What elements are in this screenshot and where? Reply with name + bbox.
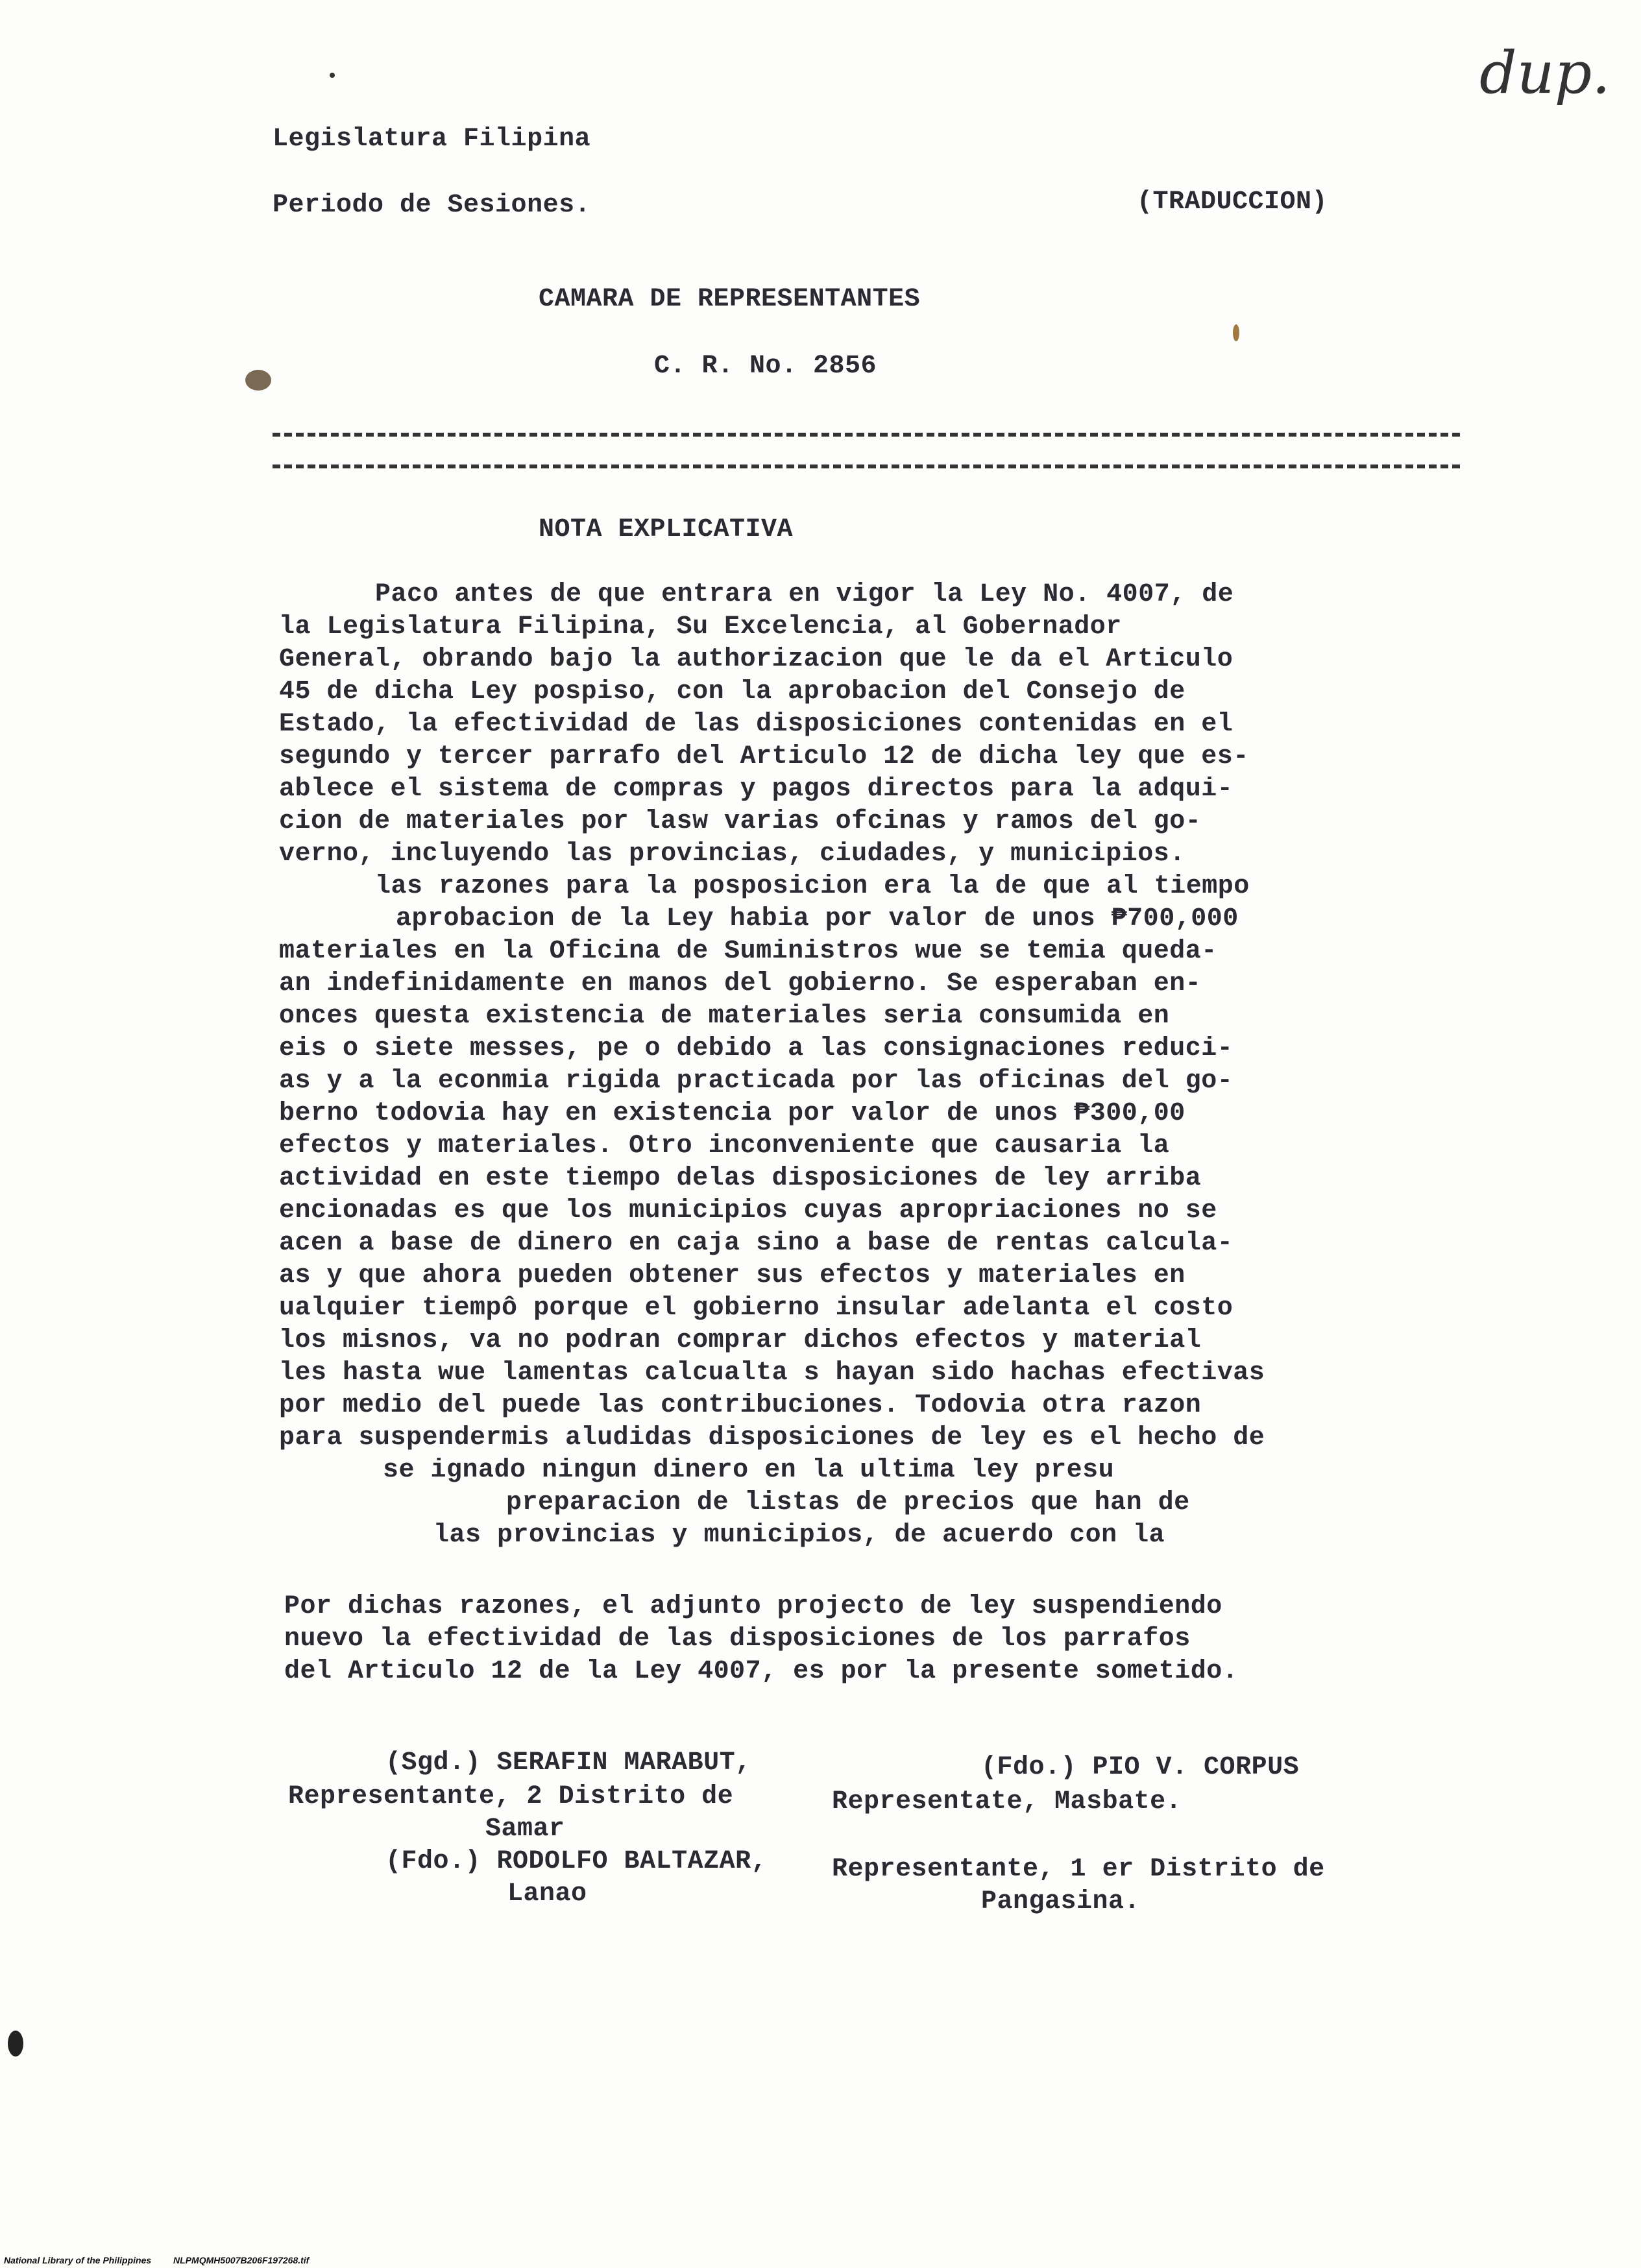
body-line: as y a la econmia rigida practicada por las oficinas del go- [279, 1067, 1234, 1096]
section-title: NOTA EXPLICATIVA [539, 515, 794, 544]
body-line: General, obrando bajo la authorizacion que le da el Articulo [279, 645, 1234, 674]
body-line: Estado, la efectividad de las disposiciones contenidas en el [279, 710, 1234, 739]
ink-blot [330, 73, 335, 78]
body-line: las provincias y municipios, de acuerdo con la [433, 1521, 1165, 1550]
body-line: la Legislatura Filipina, Su Excelencia, al Gobernador [279, 612, 1122, 642]
body-line: eis o siete messes, pe o debido a las consignaciones reduci- [279, 1034, 1234, 1063]
closing-line: del Articulo 12 de la Ley 4007, es por la presente sometido. [284, 1657, 1239, 1686]
signatory-name: (Fdo.) RODOLFO BALTAZAR, [385, 1847, 768, 1876]
body-line: Paco antes de que entrara en vigor la Ley No. 4007, de [375, 580, 1234, 609]
body-line: para suspendermis aludidas disposiciones de ley es el hecho de [279, 1423, 1265, 1453]
file-id: NLPMQMH5007B206F197268.tif [173, 2255, 310, 2265]
signatory-name: (Sgd.) SERAFIN MARABUT, [385, 1748, 751, 1778]
signatory-name: (Fdo.) PIO V. CORPUS [981, 1753, 1300, 1782]
body-line: los misnos, va no podran comprar dichos efectos y material [279, 1326, 1202, 1355]
body-line: materiales en la Oficina de Suministros wue se temia queda- [279, 937, 1217, 966]
body-line: berno todovia hay en existencia por valor de unos ₱300,00 [279, 1099, 1185, 1128]
body-line: verno, incluyendo las provincias, ciudades, y municipios. [279, 839, 1185, 869]
signatory-title: Representate, Masbate. [832, 1787, 1182, 1816]
body-line: les hasta wue lamentas calcualta s hayan sido hachas efectivas [279, 1358, 1265, 1388]
closing-line: nuevo la efectividad de las disposiciones de los parrafos [284, 1624, 1191, 1654]
separator-line [273, 433, 1460, 437]
body-line: onces questa existencia de materiales seria consumida en [279, 1002, 1170, 1031]
body-line: 45 de dicha Ley pospiso, con la aprobacion del Consejo de [279, 677, 1185, 706]
body-line: ualquier tiempô porque el gobierno insular adelanta el costo [279, 1294, 1234, 1323]
body-line: por medio del puede las contribuciones. Todovia otra razon [279, 1391, 1202, 1420]
body-line: ablece el sistema de compras y pagos directos para la adqui- [279, 775, 1234, 804]
signatory-district: Samar [485, 1815, 565, 1844]
signatory-district: Lanao [507, 1879, 587, 1909]
translation-label: (TRADUCCION) [1137, 187, 1328, 217]
signatory-title: Representante, 1 er Distrito de [832, 1855, 1325, 1884]
legislature-title: Legislatura Filipina [273, 125, 591, 154]
session-label: Periodo de Sesiones. [273, 191, 591, 220]
body-line: cion de materiales por lasw varias ofcinas y ramos del go- [279, 807, 1202, 836]
body-line: efectos y materiales. Otro inconveniente que causaria la [279, 1131, 1170, 1161]
ink-blot [245, 370, 271, 391]
separator-line [273, 464, 1460, 468]
body-line: segundo y tercer parrafo del Articulo 12 de dicha ley que es- [279, 742, 1249, 771]
body-line: preparacion de listas de precios que han de [506, 1488, 1190, 1517]
closing-line: Por dichas razones, el adjunto projecto de ley suspendiendo [284, 1592, 1222, 1621]
chamber-title: CAMARA DE REPRESENTANTES [539, 285, 921, 314]
library-name: National Library of the Philippines [4, 2255, 152, 2265]
body-line: acen a base de dinero en caja sino a base de rentas calcula- [279, 1229, 1234, 1258]
body-line: se ignado ningun dinero en la ultima ley presu [383, 1456, 1115, 1485]
archive-footer [4, 2255, 328, 2265]
body-line: actividad en este tiempo delas disposiciones de ley arriba [279, 1164, 1202, 1193]
bill-number: C. R. No. 2856 [654, 352, 877, 381]
body-line: an indefinidamente en manos del gobierno. Se esperaban en- [279, 969, 1202, 998]
handwritten-annotation: dup. [1479, 39, 1611, 107]
body-line: aprobacion de la Ley habia por valor de unos ₱700,000 [396, 904, 1239, 934]
signatory-district: Pangasina. [981, 1887, 1141, 1916]
ink-blot [8, 2031, 23, 2057]
signatory-title: Representante, 2 Distrito de [288, 1782, 734, 1811]
body-line: as y que ahora pueden obtener sus efectos y materiales en [279, 1261, 1185, 1290]
body-line: las razones para la posposicion era la de que al tiempo [375, 872, 1250, 901]
body-line: encionadas es que los municipios cuyas apropriaciones no se [279, 1196, 1217, 1225]
ink-blot [1233, 324, 1239, 341]
